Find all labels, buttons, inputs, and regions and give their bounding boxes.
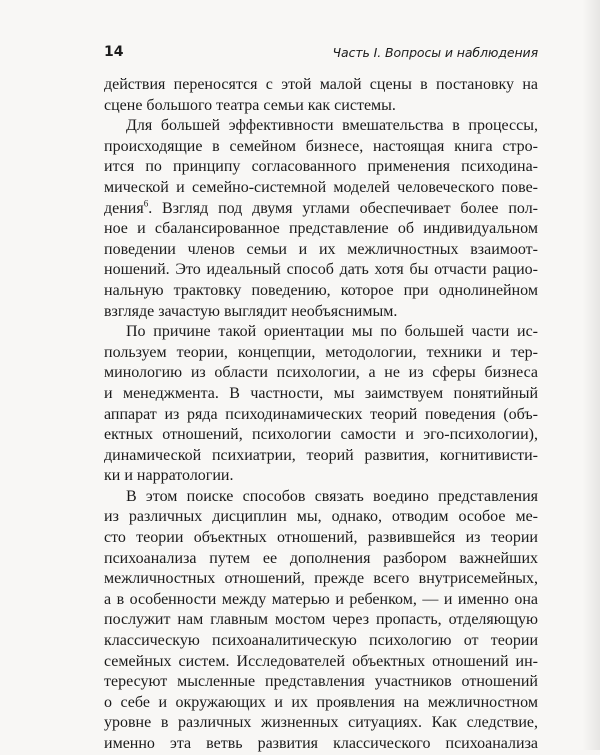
text-line: именно эта ветвь развития классического психоанализа — [104, 735, 538, 752]
text-segment: . Взгляд под двумя углами обеспечивает более пол- — [148, 199, 538, 217]
text-line: уровне в различных жизненных ситуациях. Как следствие, — [104, 714, 538, 732]
text-line: мической и семейно-системной моделей человеческого пове- — [104, 178, 538, 196]
text-line: действия переносятся с этой малой сцены в постановку на — [104, 76, 538, 93]
text-line: ношений. Это идеальный способ дать хотя бы отчасти рацио- — [104, 261, 538, 279]
text-line — [104, 199, 538, 220]
text-line: из различных дисциплин мы, однако, отводим особое ме- — [104, 508, 538, 526]
text-segment: дения — [104, 199, 144, 217]
text-line: взгляде зачастую выглядит необъяснимым. — [104, 302, 398, 320]
text-line: о себе и окружающих и их проявления на межличностном — [104, 693, 538, 711]
text-line: сто теории объектных отношений, развившейся из теории — [104, 529, 538, 547]
text-line: межличностных отношений, прежде всего внутрисемейных, — [104, 570, 538, 588]
text-line: ки и нарратологии. — [104, 467, 234, 485]
footnote-marker: 6 — [143, 198, 149, 209]
page-number: 14 — [104, 44, 124, 60]
text-line: минологию из области психологии, а не из сферы бизнеса — [104, 364, 538, 382]
text-line: В этом поиске способов связать воедино представления — [126, 487, 538, 505]
text-line: ное и сбалансированное представление об индивидуальном — [104, 220, 538, 238]
paragraph-1 — [104, 75, 538, 116]
text-line: Для большей эффективности вмешательства в процессы, — [126, 117, 538, 135]
text-line: происходящие в семейном бизнесе, настоящая книга стро- — [104, 137, 538, 155]
body-text — [104, 75, 538, 755]
text-line: семейных систем. Исследователей объектных отношений ин- — [104, 652, 538, 670]
text-line: сцене большого театра семьи как системы. — [104, 96, 396, 114]
text-line: послужит нам главным мостом через пропасть, отделяющую — [104, 611, 538, 629]
paragraph-3 — [104, 322, 538, 487]
text-line: аппарат из ряда психодинамических теорий поведения (объ- — [104, 405, 538, 423]
text-line: поведении членов семьи и их межличностных взаимоот- — [104, 240, 538, 258]
text-line: пользуем теории, концепции, методологии, техники и тер- — [104, 343, 538, 361]
paragraph-2 — [104, 116, 538, 322]
text-line: ектных отношений, психологии самости и эго-психологии), — [104, 426, 538, 444]
text-line: динамической психиатрии, теорий развития, когнитивисти- — [104, 446, 538, 464]
page-header — [104, 44, 538, 64]
running-head: Часть I. Вопросы и наблюдения — [332, 45, 538, 60]
text-line: классическую психоаналитическую психологию от теории — [104, 632, 538, 650]
text-line: нальную трактовку поведению, которое при однолинейном — [104, 281, 538, 299]
text-line: и менеджмента. В частности, мы заимствуем понятийный — [104, 384, 538, 402]
text-line: психоанализа путем ее дополнения разбором важнейших — [104, 549, 538, 567]
paragraph-4 — [104, 487, 538, 755]
text-line: ится по принципу согласованного применения психодина- — [104, 158, 538, 176]
text-line: По причине такой ориентации мы по большей части ис- — [126, 323, 538, 341]
text-line: а в особенности между матерью и ребенком, — и именно она — [104, 590, 538, 608]
page-edge-shadow — [582, 0, 600, 750]
text-line: тересуют мысленные представления участников отношений — [104, 673, 538, 691]
